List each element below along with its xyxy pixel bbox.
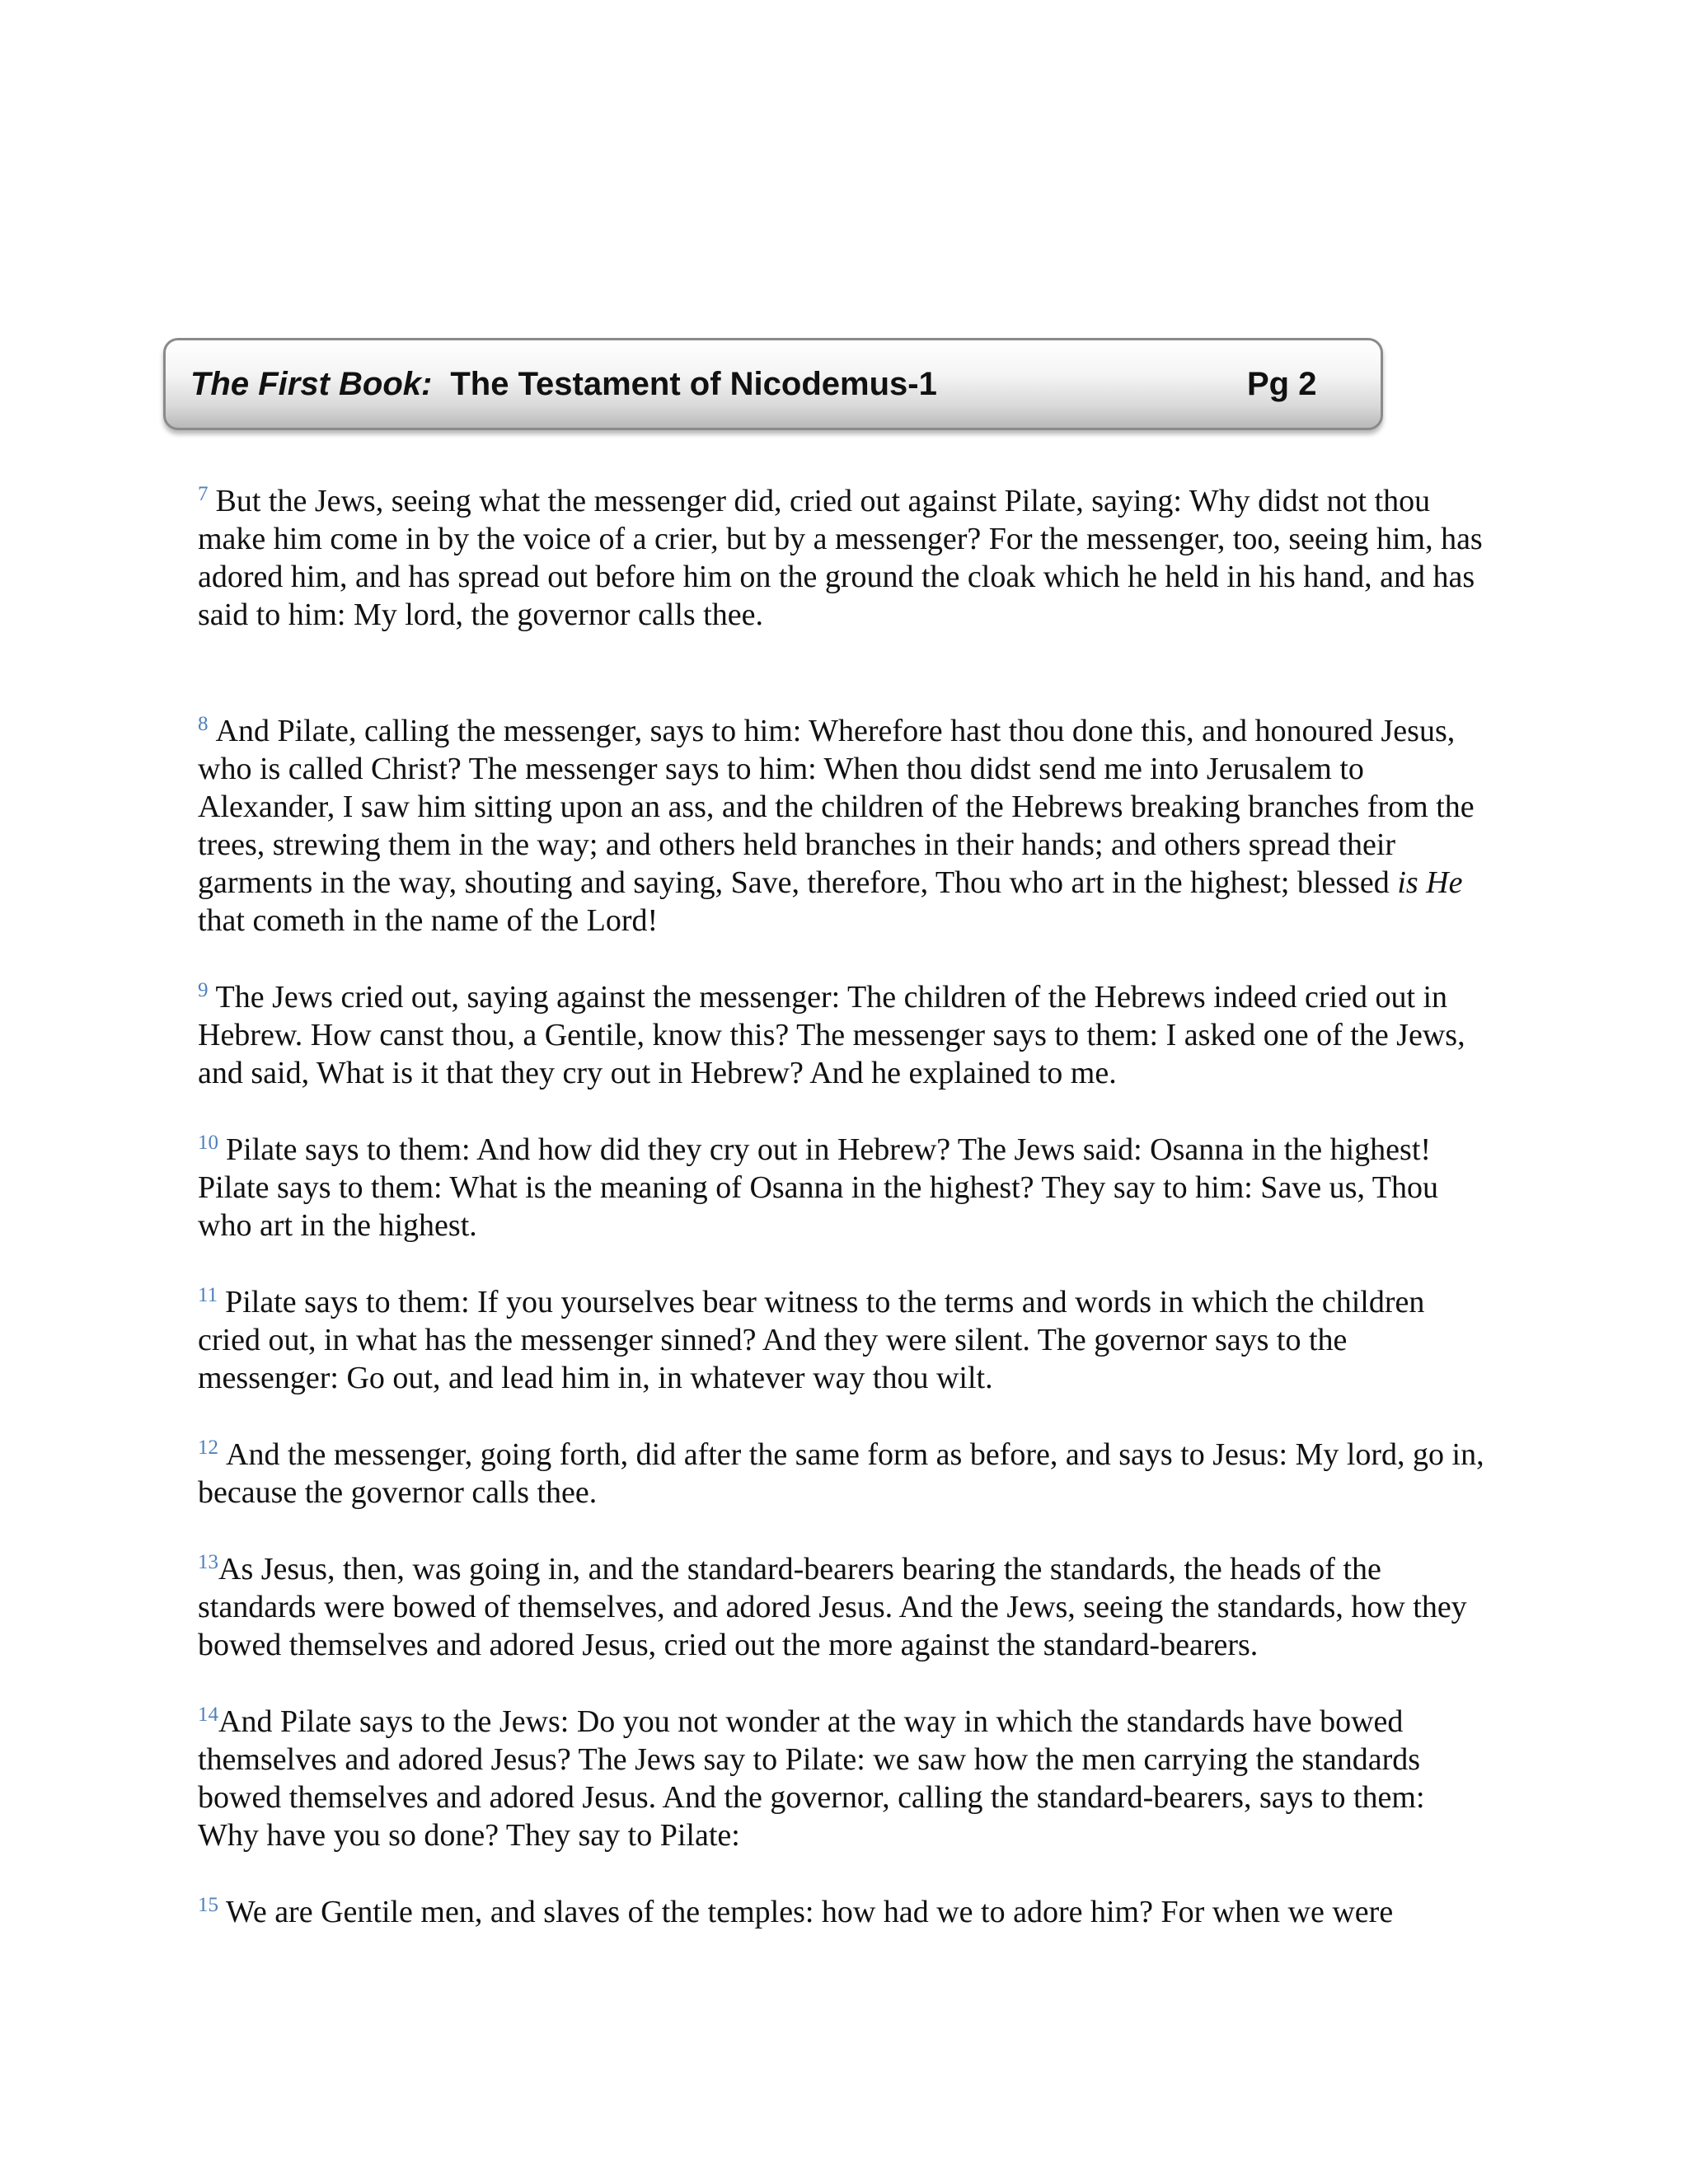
verse-list (198, 482, 1492, 1970)
verse-10 (198, 1131, 1492, 1244)
verse-15 (198, 1893, 1492, 1931)
verse-number: 14 (198, 1704, 218, 1726)
verse-number: 10 (198, 1132, 218, 1154)
verse-14 (198, 1703, 1492, 1854)
document-title: The Testament of Nicodemus-1 (450, 365, 937, 402)
verse-text: And the messenger, going forth, did after the same form as before, and says to Jesus: My lord, go in, because the governor calls thee. (198, 1437, 1484, 1510)
verse-text: We are Gentile men, and slaves of the temples: how had we to adore him? For when we were (226, 1895, 1394, 1929)
chapter-header-title (190, 340, 937, 428)
verse-number: 11 (198, 1284, 218, 1306)
verse-number: 8 (198, 713, 209, 735)
verse-number: 7 (198, 483, 209, 505)
verse-11 (198, 1283, 1492, 1397)
book-label: The First Book: (190, 365, 433, 402)
verse-number: 13 (198, 1551, 218, 1573)
verse-text: The Jews cried out, saying against the messenger: The children of the Hebrews indeed cried out in Hebrew. How canst thou, a Gentile, know this? The messenger says to them: I asked one of the Jews, and said, What is it that they cry out in Hebrew? And he explained to me. (198, 980, 1465, 1090)
verse-13 (198, 1550, 1492, 1664)
verse-text-italic: is He (1397, 865, 1463, 900)
verse-text: But the Jews, seeing what the messenger did, cried out against Pilate, saying: Why didst not thou make him come in by the voice of a crier, but by a messenger? For the messenger, too, seeing him, has adored him, and has spread out before him on the ground the cloak which he held in his hand, and has said to him: My lord, the governor calls thee. (198, 484, 1483, 632)
verse-text-continued: that cometh in the name of the Lord! (198, 903, 659, 938)
verse-text: As Jesus, then, was going in, and the standard-bearers bearing the standards, the heads of the standards were bowed of themselves, and adored Jesus. And the Jews, seeing the standards, how they bowed themselves and adored Jesus, cried out the more against the standard-bearers. (198, 1552, 1467, 1662)
verse-7 (198, 482, 1492, 634)
page-number: Pg 2 (1247, 365, 1317, 402)
verse-8 (198, 712, 1492, 940)
chapter-header-banner (163, 338, 1383, 430)
verse-text: Pilate says to them: And how did they cry out in Hebrew? The Jews said: Osanna in the highest! Pilate says to them: What is the meaning of Osanna in the highest? They say to him: Save us, Thou who art in the highest. (198, 1132, 1438, 1243)
verse-text: And Pilate says to the Jews: Do you not wonder at the way in which the standards have bowed themselves and adored Jesus? The Jews say to Pilate: we saw how the men carrying the standards bowed themselves and adored Jesus. And the governor, calling the standard-bearers, says to them: Why have you so done? They say to Pilate: (198, 1704, 1425, 1853)
verse-12 (198, 1436, 1492, 1511)
verse-number: 12 (198, 1436, 218, 1459)
verse-text: Pilate says to them: If you yourselves bear witness to the terms and words in which the children cried out, in what has the messenger sinned? And they were silent. The governor says to the messenger: Go out, and lead him in, in whatever way thou wilt. (198, 1285, 1425, 1395)
verse-9 (198, 978, 1492, 1092)
verse-text: And Pilate, calling the messenger, says to him: Wherefore hast thou done this, and honoured Jesus, who is called Christ? The messenger says to him: When thou didst send me into Jerusalem to Alexander, I saw him sitting upon an ass, and the children of the Hebrews breaking branches from the trees, strewing them in the way; and others held branches in their hands; and others spread their garments in the way, shouting and saying, Save, therefore, Thou who art in the highest; blessed (198, 714, 1475, 900)
verse-number: 9 (198, 979, 209, 1001)
verse-number: 15 (198, 1894, 218, 1916)
